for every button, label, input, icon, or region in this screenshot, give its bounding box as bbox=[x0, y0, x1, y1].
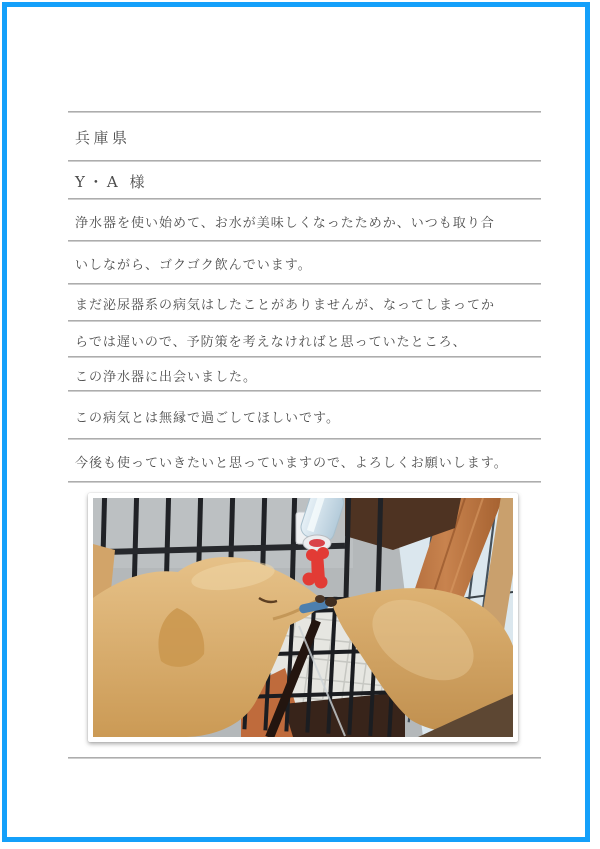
testimonial-row bbox=[68, 322, 541, 358]
testimonial-line-text: 今後も使っていきたいと思っていますので、よろしくお願いします。 bbox=[75, 456, 508, 471]
testimonial-line-text: らでは遅いので、予防策を考えなければと思っていたところ、 bbox=[75, 334, 467, 350]
dogs-photo-illustration bbox=[93, 498, 513, 737]
dog-right-nose bbox=[325, 597, 337, 607]
testimonial-row bbox=[68, 113, 541, 162]
testimonial-row bbox=[68, 440, 541, 483]
dog-left-nose bbox=[315, 595, 325, 603]
testimonial-row bbox=[68, 392, 541, 440]
testimonial-line-text: この病気とは無縁で過ごしてほしいです。 bbox=[75, 410, 340, 426]
testimonial-row bbox=[68, 358, 541, 392]
customer-initials-text: Y・A 様 bbox=[75, 172, 149, 191]
testimonial-line-text: まだ泌尿器系の病気はしたことがありませんが、なってしまってか bbox=[75, 298, 496, 313]
testimonial-line-text: この浄水器に出会いました。 bbox=[75, 369, 258, 385]
testimonial-row bbox=[68, 162, 541, 200]
testimonial-line-text: 浄水器を使い始めて、お水が美味しくなったためか、いつも取り合 bbox=[75, 215, 495, 231]
bottom-rule-line bbox=[68, 757, 541, 759]
prefecture-text: 兵庫県 bbox=[75, 129, 131, 147]
testimonial-rows bbox=[68, 113, 541, 483]
testimonial-row bbox=[68, 200, 541, 242]
dogs-photo bbox=[88, 493, 518, 742]
testimonial-row bbox=[68, 242, 541, 285]
testimonial-line-text: いしながら、ゴクゴク飲んでいます。 bbox=[75, 258, 312, 273]
testimonial-row bbox=[68, 285, 541, 322]
